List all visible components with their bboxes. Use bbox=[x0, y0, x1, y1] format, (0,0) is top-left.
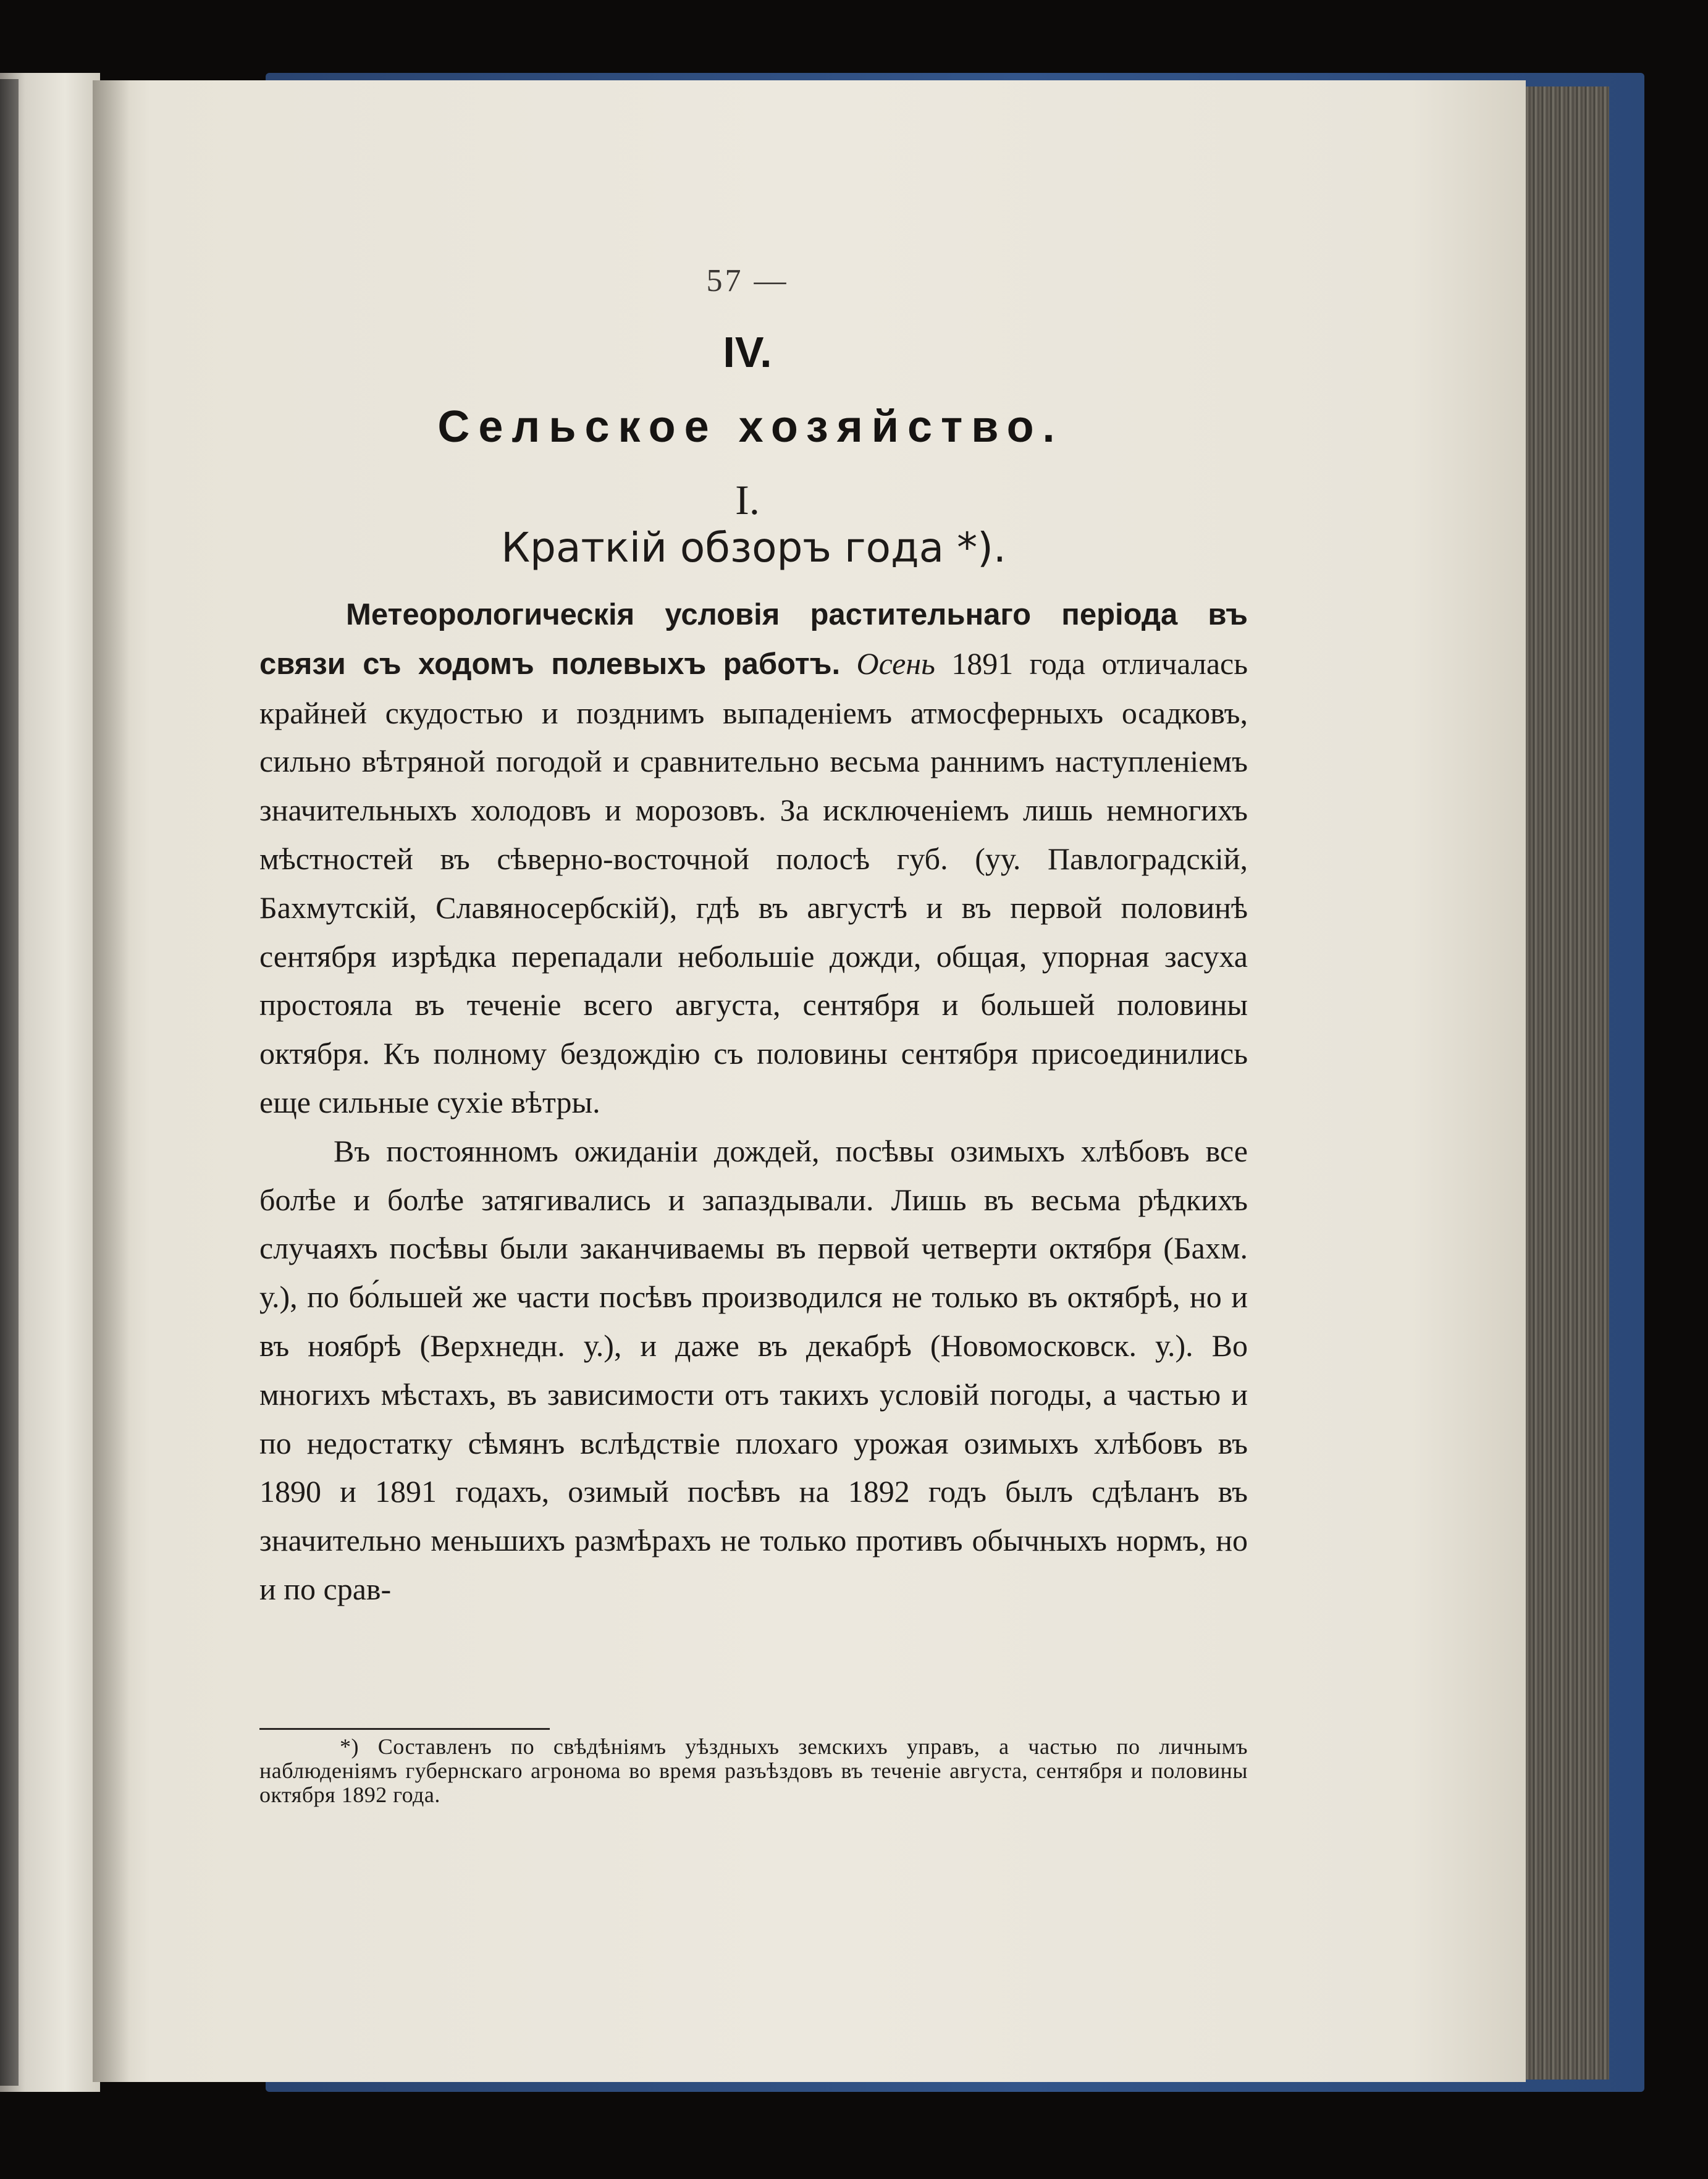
previous-page-edge bbox=[0, 79, 19, 2086]
gutter-shadow bbox=[93, 80, 130, 2082]
paragraph-emphasis: Осень bbox=[856, 646, 935, 681]
section-title: Сельское хозяйство. bbox=[437, 402, 1064, 452]
paragraph-2: Въ постоянномъ ожиданіи дождей, посѣвы озимыхъ хлѣбовъ все болѣе и болѣе затягивались и запаздывали. Лишь въ весьма рѣдкихъ случаяхъ посѣвы были заканчиваемы въ первой четверти октября (Бахм. у.), по бо́льшей же части посѣвъ производился не только въ октябрѣ, но и въ ноябрѣ (Верхнедн. у.), и даже въ декабрѣ (Новомосковск. у.). Во многихъ мѣстахъ, въ зависимости отъ такихъ условій погоды, а частью и по недостатку сѣмянъ вслѣдствіе плохаго урожая озимыхъ хлѣбовъ въ 1890 и 1891 годахъ, озимый посѣвъ на 1892 годъ былъ сдѣланъ въ значительно меньшихъ размѣрахъ не только противъ обычныхъ нормъ, но и по срав- bbox=[259, 1133, 1248, 1606]
chapter-title: Краткій обзоръ года *). bbox=[501, 524, 1006, 571]
body-text bbox=[259, 590, 1248, 1614]
paragraph-1-text: 1891 года отличалась крайней скудостью и позднимъ выпаденіемъ атмосферныхъ осадковъ, сильно вѣтряной погодой и сравнительно весьма раннимъ наступленіемъ значительныхъ холодовъ и морозовъ. За исключеніемъ лишь немногихъ мѣстностей въ сѣверно-восточной полосѣ губ. (уу. Павлоградскій, Бахмутскій, Славяносербскій), гдѣ въ августѣ и въ первой половинѣ сентября изрѣдка перепадали небольшіе дожди, общая, упорная засуха простояла въ теченіе всего августа, сентября и большей половины октября. Къ полному бездождію съ половины сентября присоединились еще сильные сухіе вѣтры. bbox=[259, 646, 1248, 1119]
section-number: IV. bbox=[723, 328, 772, 376]
footnote-rule bbox=[259, 1728, 550, 1730]
footnote-text: *) Составленъ по свѣдѣніямъ уѣздныхъ земскихъ управъ, а частью по личнымъ наблюденіямъ губернскаго агронома во время разъѣздовъ въ теченіе августа, сентября и половины октября 1892 года. bbox=[259, 1734, 1248, 1807]
paragraph-1 bbox=[259, 590, 1248, 1127]
paragraph-lead: Метеорологическія условія растительнаго періода въ связи съ ходомъ полевыхъ работъ. bbox=[259, 598, 1248, 681]
page-number: 57 — bbox=[706, 263, 789, 298]
footnote bbox=[259, 1735, 1248, 1807]
chapter-number: I. bbox=[735, 476, 760, 523]
